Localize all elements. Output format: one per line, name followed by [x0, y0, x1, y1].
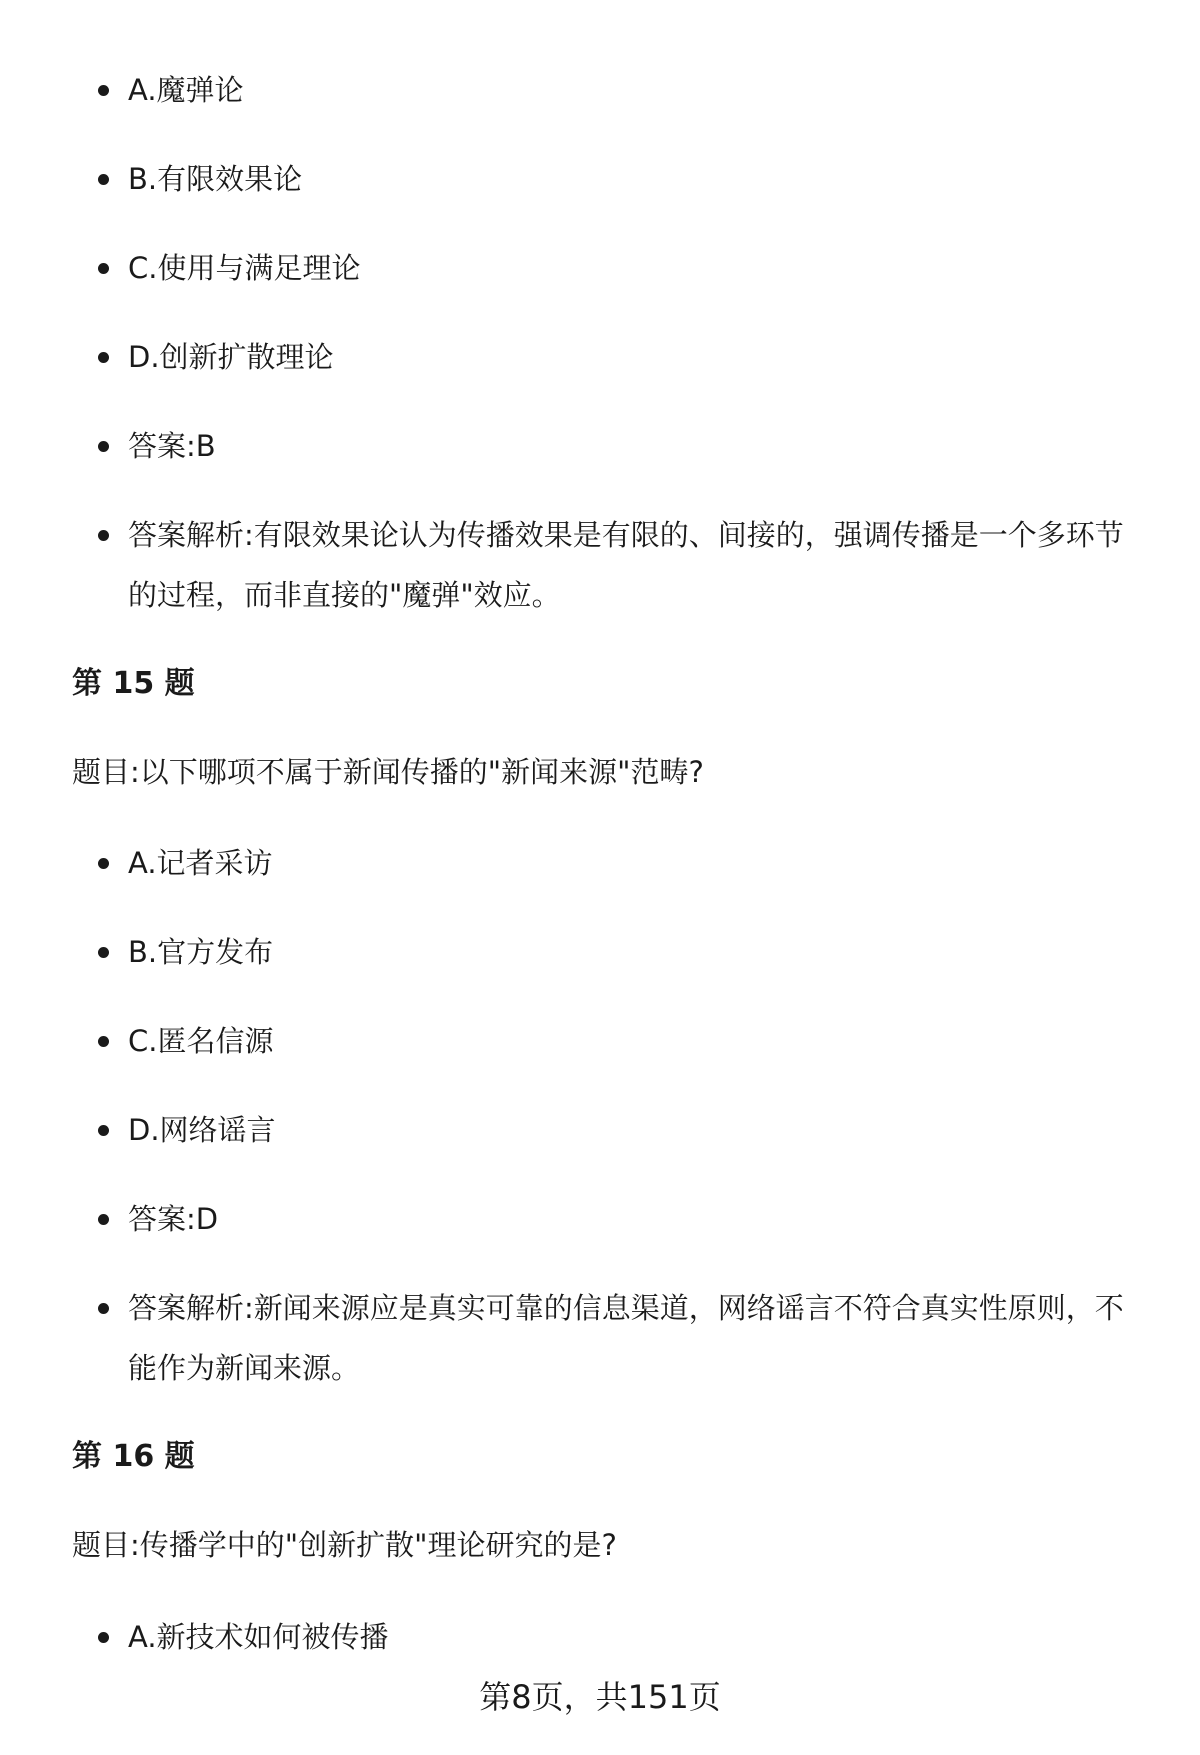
- q16-stem: 题目:传播学中的"创新扩散"理论研究的是?: [72, 1528, 617, 1562]
- q15-option-a: A.记者采访: [128, 846, 273, 880]
- q15-option-b: B.官方发布: [128, 935, 274, 969]
- q16-heading: 第 16 题: [72, 1439, 195, 1474]
- q15-explanation: 答案解析:新闻来源应是真实可靠的信息渠道，网络谣言不符合真实性原则，不能作为新闻来源。: [128, 1291, 1124, 1385]
- bullet-dot: [98, 858, 109, 869]
- bullet-dot: [98, 1632, 109, 1643]
- q15-option-c: C.匿名信源: [128, 1024, 274, 1058]
- bullet-dot: [98, 1125, 109, 1136]
- q14-option-d: D.创新扩散理论: [128, 340, 334, 374]
- bullet-dot: [98, 1303, 109, 1314]
- q14-option-a: A.魔弹论: [128, 73, 244, 107]
- q15-stem: 题目:以下哪项不属于新闻传播的"新闻来源"范畴?: [72, 755, 704, 789]
- q14-explanation: 答案解析:有限效果论认为传播效果是有限的、间接的，强调传播是一个多环节的过程，而非直接的"魔弹"效应。: [128, 518, 1124, 612]
- q14-option-b: B.有限效果论: [128, 162, 303, 196]
- q15-heading: 第 15 题: [72, 666, 195, 701]
- bullet-dot: [98, 441, 109, 452]
- bullet-dot: [98, 352, 109, 363]
- bullet-dot: [98, 263, 109, 274]
- bullet-dot: [98, 530, 109, 541]
- q16-option-a: A.新技术如何被传播: [128, 1620, 389, 1654]
- q14-option-c: C.使用与满足理论: [128, 251, 361, 285]
- page-footer: 第8页，共151页: [479, 1678, 721, 1716]
- bullet-dot: [98, 1036, 109, 1047]
- q15-option-d: D.网络谣言: [128, 1113, 276, 1147]
- bullet-dot: [98, 1214, 109, 1225]
- bullet-dot: [98, 85, 109, 96]
- bullet-dot: [98, 947, 109, 958]
- q15-answer: 答案:D: [128, 1202, 219, 1236]
- q14-answer: 答案:B: [128, 429, 216, 463]
- bullet-dot: [98, 174, 109, 185]
